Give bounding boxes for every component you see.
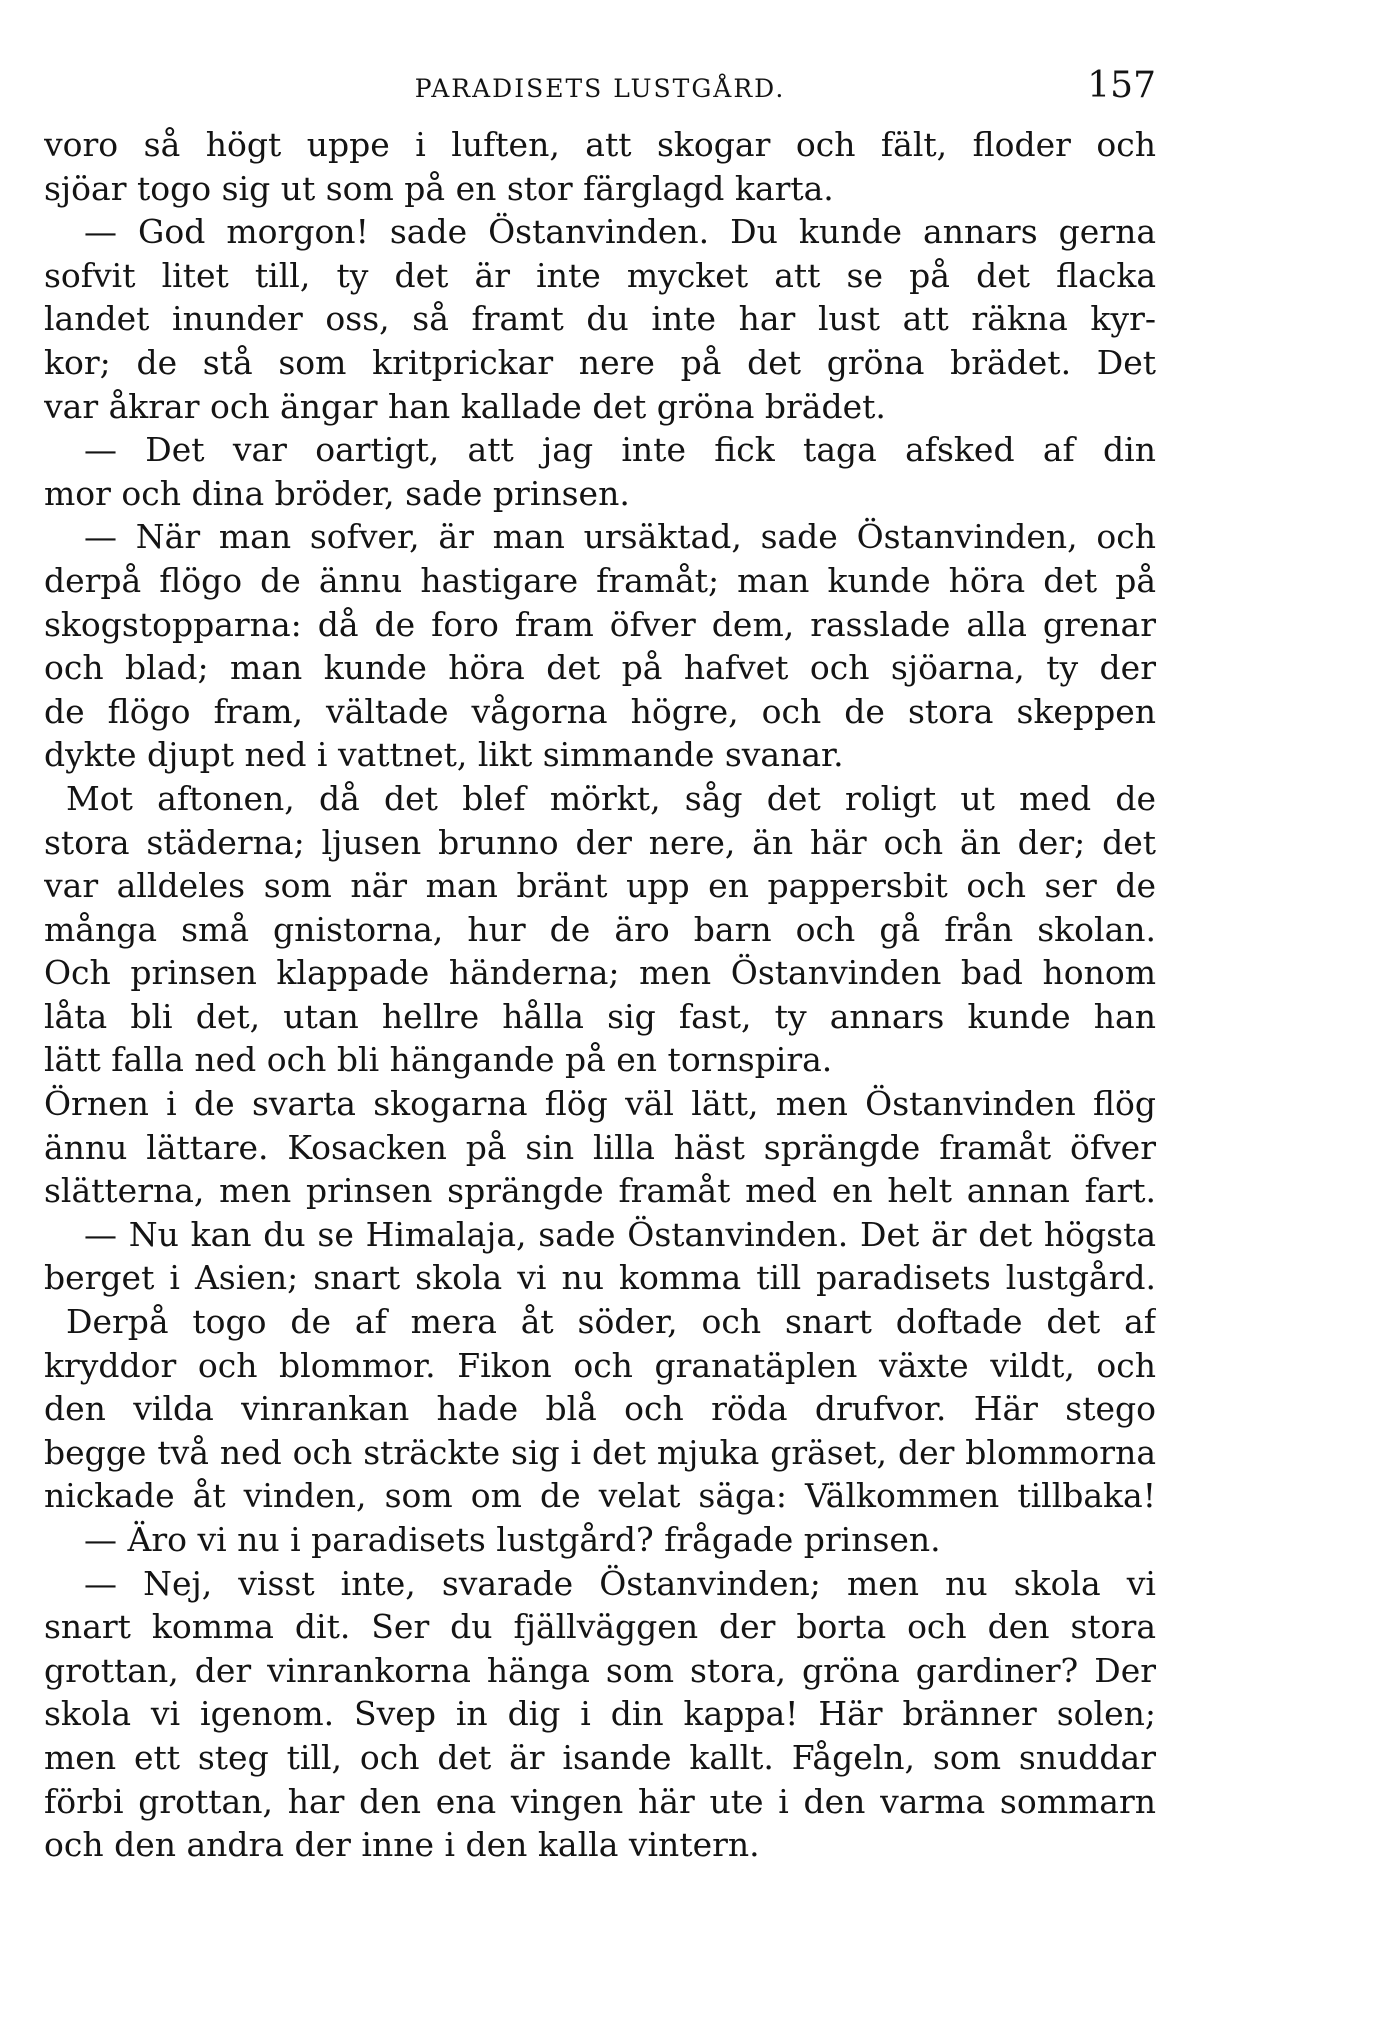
text-line: — Äro vi nu i paradisets lustgård? frågade prinsen. bbox=[84, 1520, 941, 1559]
text-line: och den andra der inne i den kalla vintern. bbox=[44, 1825, 760, 1865]
text-line: många små gnistorna, hur de äro barn och gå från skolan. bbox=[44, 909, 1156, 949]
text-line: de flögo fram, vältade vågorna högre, och de stora skeppen bbox=[44, 691, 1156, 731]
text-line: men ett steg till, och det är isande kallt. Fågeln, som snuddar bbox=[44, 1737, 1156, 1777]
text-line: Örnen i de svarta skogarna flög väl lätt, men Östanvinden flög bbox=[44, 1084, 1156, 1124]
text-line: och blad; man kunde höra det på hafvet och sjöarna, ty der bbox=[44, 648, 1156, 688]
text-line: kryddor och blommor. Fikon och granatäplen växte vildt, och bbox=[44, 1345, 1156, 1385]
text-line: — Det var oartigt, att jag inte fick taga afsked af din bbox=[84, 430, 1156, 470]
text-line: Och prinsen klappade händerna; men Östanvinden bad honom bbox=[44, 953, 1156, 993]
text-line: — Nej, visst inte, svarade Östanvinden; men nu skola vi bbox=[84, 1563, 1156, 1603]
text-line: — Nu kan du se Himalaja, sade Östanvinden. Det är det högsta bbox=[84, 1214, 1156, 1254]
text-line: var åkrar och ängar han kallade det gröna brädet. bbox=[44, 386, 886, 426]
text-line: mor och dina bröder, sade prinsen. bbox=[44, 473, 630, 513]
text-line: grottan, der vinrankorna hänga som stora, gröna gardiner? Der bbox=[44, 1650, 1156, 1690]
text-line: dykte djupt ned i vattnet, likt simmande svanar. bbox=[44, 735, 844, 775]
body-text bbox=[44, 123, 1156, 1867]
text-line: Mot aftonen, då det blef mörkt, såg det roligt ut med de bbox=[66, 778, 1156, 818]
text-line: skola vi igenom. Svep in dig i din kappa! Här bränner solen; bbox=[44, 1694, 1156, 1734]
text-line: derpå flögo de ännu hastigare framåt; man kunde höra det på bbox=[44, 560, 1156, 600]
text-line: snart komma dit. Ser du fjällväggen der borta och den stora bbox=[44, 1607, 1156, 1647]
text-line: förbi grottan, har den ena vingen här ute i den varma sommarn bbox=[44, 1781, 1156, 1821]
text-line: begge två ned och sträckte sig i det mjuka gräset, der blommorna bbox=[44, 1432, 1156, 1472]
page-number: 157 bbox=[1087, 65, 1156, 106]
page-header bbox=[44, 66, 1156, 112]
text-line: nickade åt vinden, som om de velat säga: Välkommen tillbaka! bbox=[44, 1476, 1156, 1516]
text-line: — När man sofver, är man ursäktad, sade Östanvinden, och bbox=[84, 517, 1156, 557]
text-line: den vilda vinrankan hade blå och röda drufvor. Här stego bbox=[44, 1389, 1156, 1429]
text-line: landet inunder oss, så framt du inte har lust att räkna kyr- bbox=[44, 299, 1156, 339]
text-line: — God morgon! sade Östanvinden. Du kunde annars gerna bbox=[84, 212, 1156, 252]
text-line: var alldeles som när man bränt upp en pappersbit och ser de bbox=[44, 866, 1156, 906]
text-line: voro så högt uppe i luften, att skogar och fält, floder och bbox=[44, 125, 1156, 164]
text-line: berget i Asien; snart skola vi nu komma till paradisets lustgård. bbox=[44, 1258, 1156, 1298]
text-line: sjöar togo sig ut som på en stor färglagd karta. bbox=[44, 168, 834, 208]
text-line: ännu lättare. Kosacken på sin lilla häst sprängde framåt öfver bbox=[44, 1127, 1156, 1167]
text-line: lätt falla ned och bli hängande på en tornspira. bbox=[44, 1040, 833, 1080]
text-line: skogstopparna: då de foro fram öfver dem, rasslade alla grenar bbox=[44, 604, 1156, 644]
text-line: Derpå togo de af mera åt söder, och snart doftade det af bbox=[66, 1302, 1156, 1342]
text-line: sofvit litet till, ty det är inte mycket att se på det flacka bbox=[44, 255, 1156, 295]
text-line: slätterna, men prinsen sprängde framåt med en helt annan fart. bbox=[44, 1171, 1156, 1211]
running-head: PARADISETS LUSTGÅRD. bbox=[414, 74, 786, 103]
text-line: låta bli det, utan hellre hålla sig fast, ty annars kunde han bbox=[44, 996, 1156, 1036]
text-line: stora städerna; ljusen brunno der nere, än här och än der; det bbox=[44, 822, 1156, 862]
text-line: kor; de stå som kritprickar nere på det gröna brädet. Det bbox=[44, 342, 1156, 382]
